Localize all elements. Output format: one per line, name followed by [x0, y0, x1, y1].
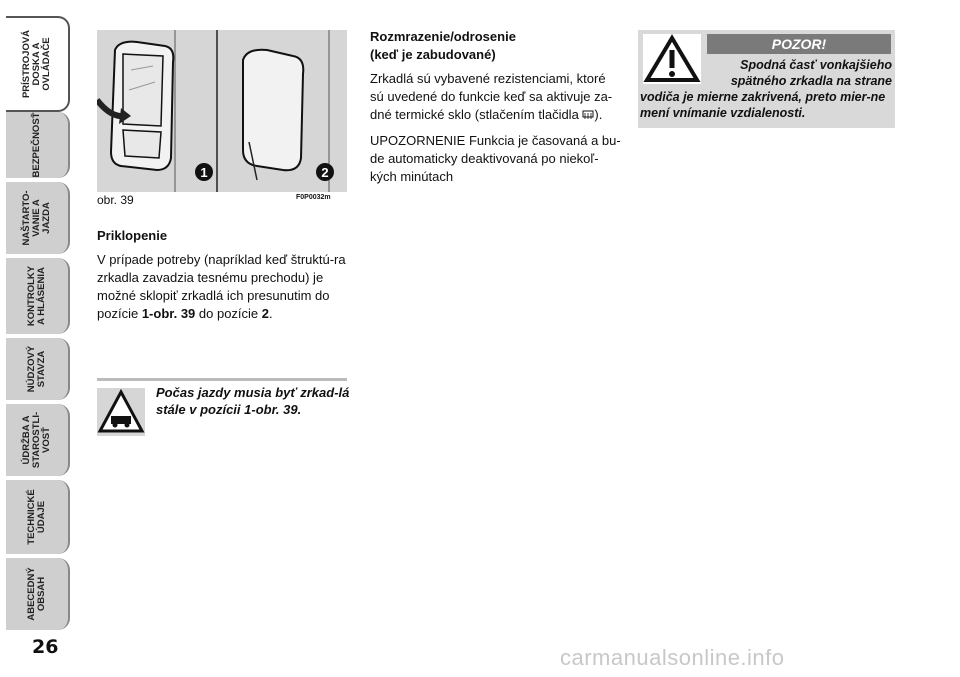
tab-kontrolky[interactable] — [6, 258, 70, 334]
tab-nastartovanie[interactable] — [6, 182, 70, 254]
page-number: 26 — [32, 636, 59, 658]
divider — [97, 378, 347, 381]
tab-nudzovy-stav[interactable] — [6, 338, 70, 400]
section-heading: Rozmrazenie/odrosenie (keď je zabudované) — [370, 29, 516, 62]
section-note: UPOZORNENIE Funkcia je časovaná a bu-de automaticky deaktivovaná po niekoľ-kých minútach — [370, 133, 621, 184]
tab-udrzba[interactable] — [6, 404, 70, 476]
pozor-text: Spodná časť vonkajšieho spätného zrkadla na strane vodiča je mierne zakrivená, preto mier-ne mení vnímanie vzdialenosti. — [640, 58, 892, 120]
marker-1: 1 — [200, 165, 208, 180]
figure-caption: obr. 39 — [97, 193, 134, 207]
section-heading: Priklopenie — [97, 228, 168, 243]
tab-label: BEZPEČNOSŤ — [31, 112, 42, 178]
tab-pristrojova-doska[interactable] — [6, 16, 70, 112]
mirror-figure — [97, 30, 347, 192]
figure-code: F0P0032m — [296, 194, 331, 201]
tab-technicke-udaje[interactable] — [6, 480, 70, 554]
section-body: V prípade potreby (napríklad keď štruktú-ra zrkadla zavadzia tesnému prechodu) je možné sklopiť zrkadlá ich presunutim do pozície 1-obr. 39 do pozície 2. — [97, 252, 346, 321]
tab-label: ABECEDNÝ OBSAH — [26, 567, 47, 621]
mirror-illustration — [97, 30, 347, 192]
warning-text: Počas jazdy musia byť zrkad-lá stále v pozícii 1-obr. 39. — [156, 385, 350, 417]
warning-car-icon — [97, 388, 145, 436]
section-priklopenie — [97, 228, 349, 331]
tab-label: PRÍSTROJOVÁ DOSKA A OVLÁDAČE — [21, 29, 52, 99]
tab-abecedny-obsah[interactable] — [6, 558, 70, 630]
tab-label: TECHNICKÉ ÚDAJE — [26, 489, 47, 545]
section-rozmrazenie — [370, 28, 622, 194]
rear-defrost-icon — [582, 110, 594, 120]
pozor-title: POZOR! — [707, 34, 891, 54]
tab-bezpecnost[interactable] — [6, 112, 70, 178]
tab-label: NAŠTARTO- VANIE A JAZDA — [21, 190, 52, 246]
section-body: Zrkadlá sú vybavené rezistenciami, ktoré sú uvedené do funkcie keď sa aktivuje za-dné termické sklo (stlačením tlačidla ). — [370, 71, 613, 122]
tab-label: ÚDRŽBA A STAROSTLI- VOSŤ — [21, 411, 52, 469]
tab-label: KONTROLKY A HLÁSENIA — [26, 265, 47, 327]
watermark: carmanualsonline.info — [560, 645, 785, 670]
marker-2: 2 — [321, 165, 329, 180]
tab-label: NÚDZOVÝ STAVZA — [26, 345, 47, 393]
